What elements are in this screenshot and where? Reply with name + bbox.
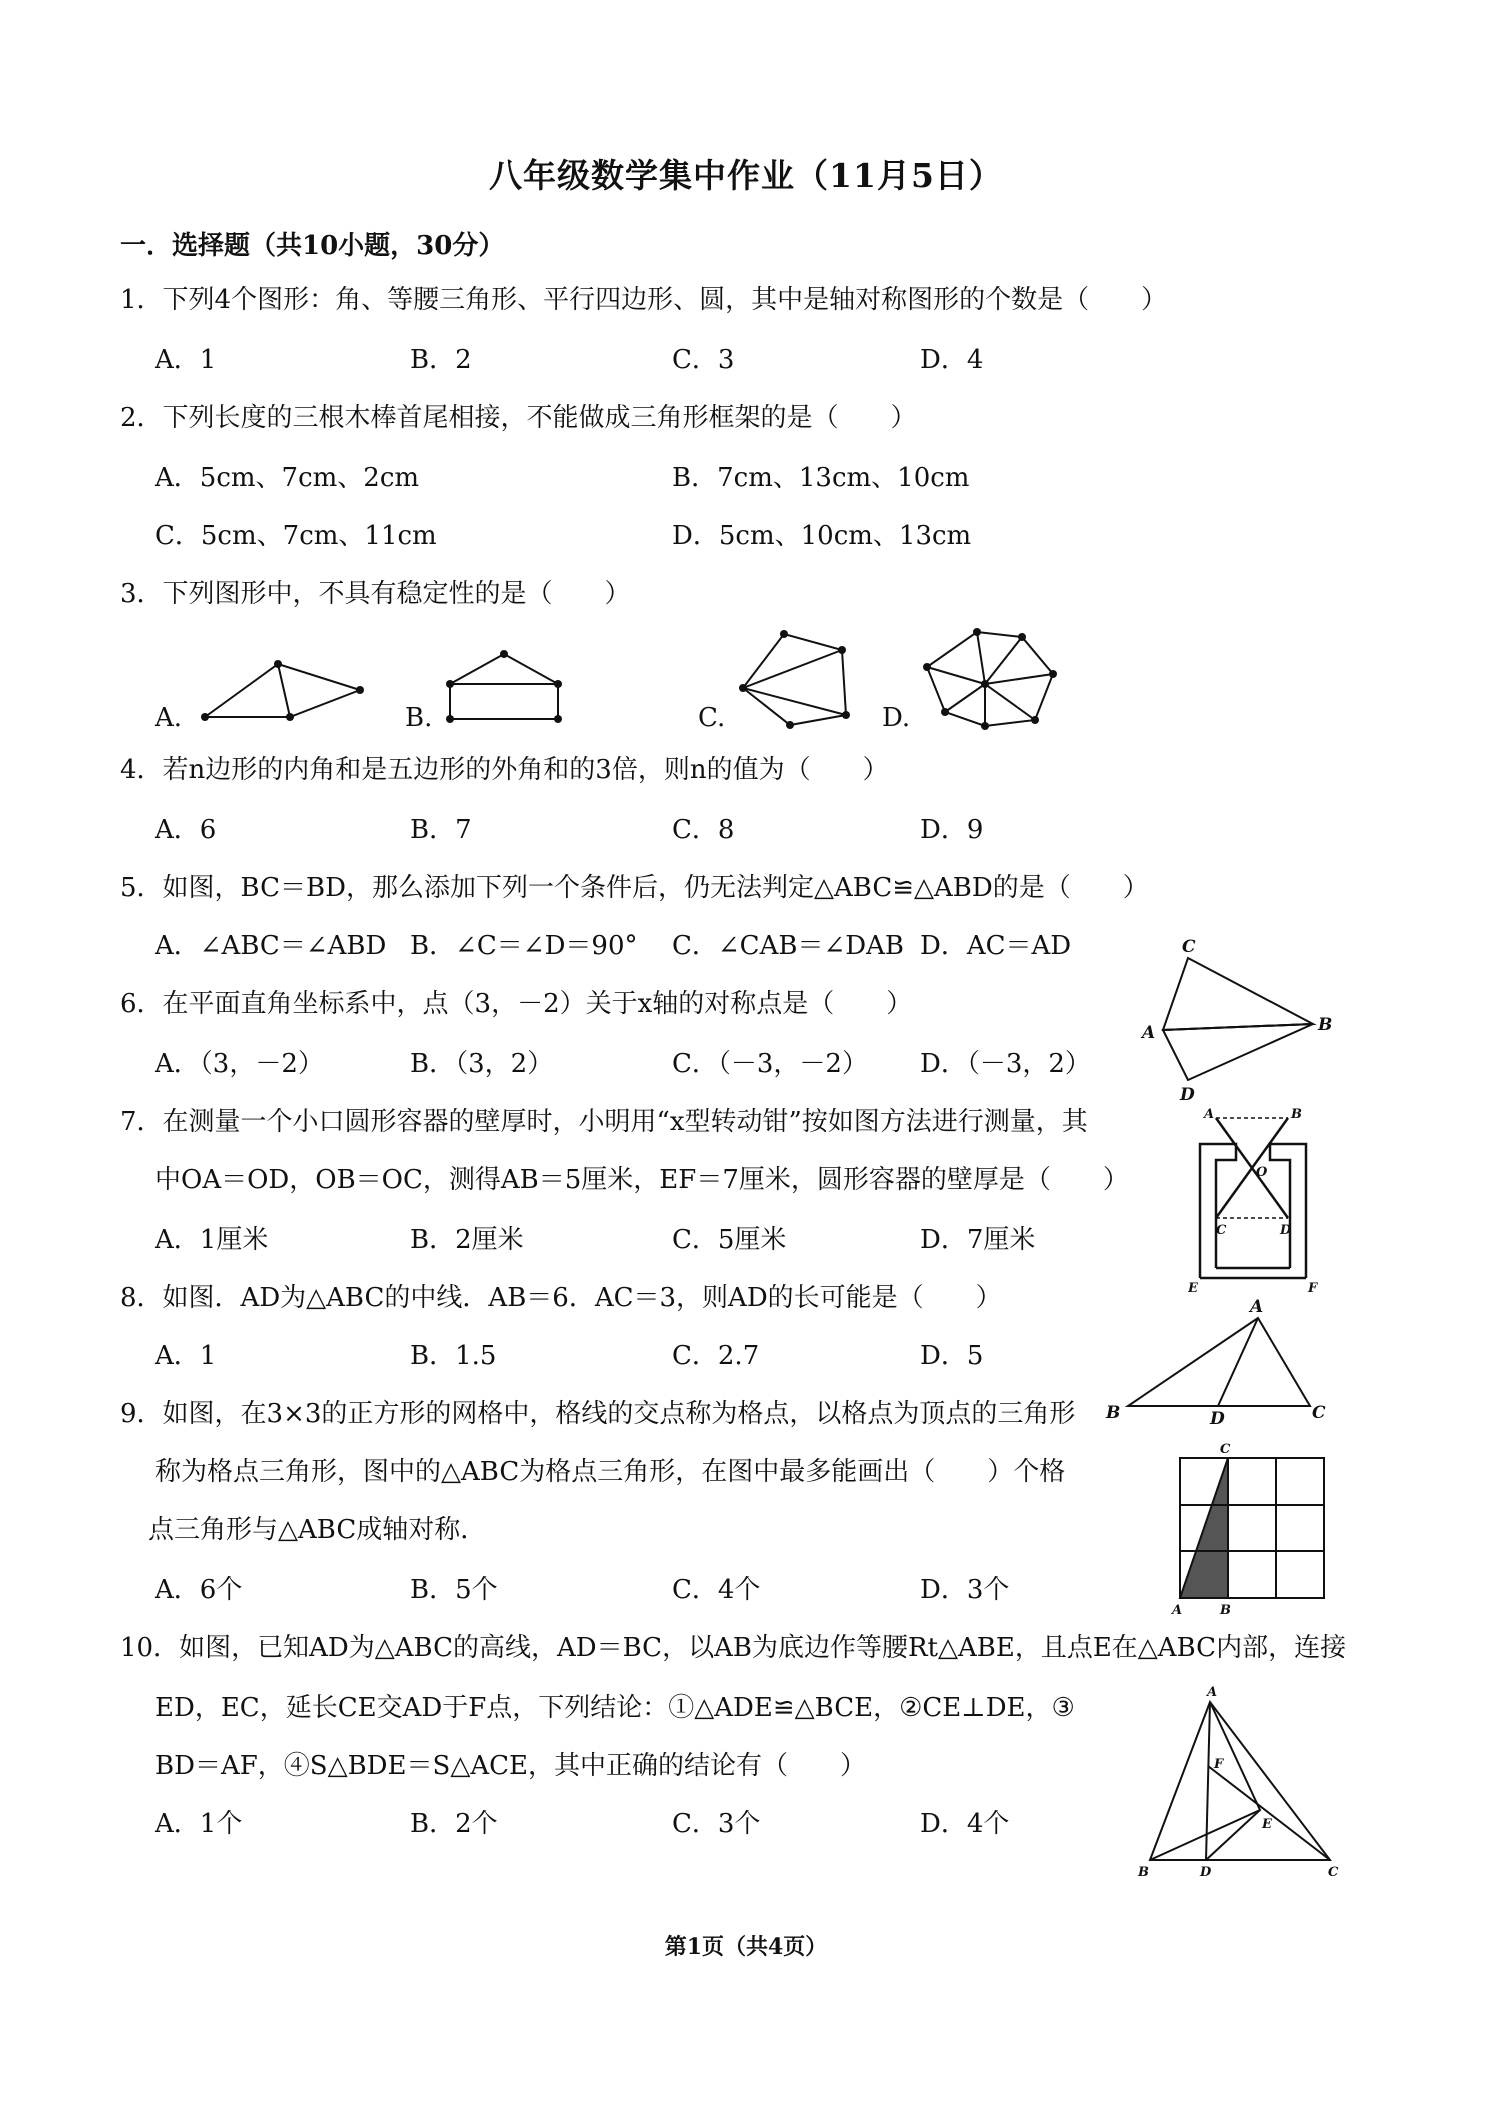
option: D．5 xyxy=(920,1341,984,1371)
question-stem: 中OA＝OD，OB＝OC，测得AB＝5厘米，EF＝7厘米，圆形容器的壁厚是（ ） xyxy=(155,1165,1129,1195)
label-a: A xyxy=(1142,1023,1156,1043)
option: A．1个 xyxy=(155,1809,243,1839)
option: A. xyxy=(155,703,183,733)
section-heading: 一．选择题（共10小题，30分） xyxy=(120,231,505,261)
label-a: A xyxy=(1250,1297,1264,1317)
page-footer: 第1页（共4页） xyxy=(664,1934,828,1960)
option: A．6个 xyxy=(155,1575,243,1605)
question-stem: 8．如图．AD为△ABC的中线．AB＝6．AC＝3，则AD的长可能是（ ） xyxy=(120,1283,1002,1313)
label-b: B xyxy=(1106,1403,1121,1423)
option: C．5cm、7cm、11cm xyxy=(155,521,437,551)
option: D．3个 xyxy=(920,1575,1010,1605)
label-c: C xyxy=(1328,1865,1339,1880)
option: D．4个 xyxy=(920,1809,1010,1839)
question-stem: 2．下列长度的三根木棒首尾相接，不能做成三角形框架的是（ ） xyxy=(120,403,917,433)
option: B．7cm、13cm、10cm xyxy=(672,463,970,493)
option: C. xyxy=(698,703,726,733)
question-stem: 称为格点三角形，图中的△ABC为格点三角形，在图中最多能画出（ ）个格 xyxy=(155,1457,1066,1487)
label-o: O xyxy=(1256,1165,1268,1180)
question-stem: 7．在测量一个小口圆形容器的壁厚时，小明用“x型转动钳”按如图方法进行测量，其 xyxy=(120,1107,1088,1137)
option: D．9 xyxy=(920,815,984,845)
label-b: B xyxy=(1138,1865,1149,1880)
label-b: B xyxy=(1291,1108,1302,1122)
label-c: C xyxy=(1216,1223,1227,1238)
option: B．2个 xyxy=(410,1809,498,1839)
figure-q8 xyxy=(1100,1296,1340,1426)
label-d: D xyxy=(1200,1865,1212,1880)
label-f: F xyxy=(1214,1757,1224,1772)
option: A．1 xyxy=(155,345,217,375)
figure-q10 xyxy=(1130,1680,1350,1880)
label-a: A xyxy=(1172,1603,1183,1618)
option: A．（3，－2） xyxy=(155,1049,324,1079)
label-d: D xyxy=(1280,1223,1292,1238)
question-stem: 10．如图，已知AD为△ABC的高线，AD＝BC，以AB为底边作等腰Rt△ABE，且点E在△ABC内部，连接 xyxy=(120,1633,1347,1663)
option: D．4 xyxy=(920,345,984,375)
label-c: C xyxy=(1312,1403,1326,1423)
label-e: E xyxy=(1262,1817,1272,1832)
option: D．7厘米 xyxy=(920,1225,1036,1255)
option: C．8 xyxy=(672,815,735,845)
question-stem: BD＝AF，④S△BDE＝S△ACE，其中正确的结论有（ ） xyxy=(155,1751,866,1781)
option: B．∠C＝∠D＝90° xyxy=(410,931,638,961)
page-title: 八年级数学集中作业（11月5日） xyxy=(489,156,1003,195)
option: B．（3，2） xyxy=(410,1049,554,1079)
option: C．3个 xyxy=(672,1809,761,1839)
option: D．5cm、10cm、13cm xyxy=(672,521,972,551)
label-e: E xyxy=(1188,1281,1198,1293)
figure-q3-a xyxy=(195,650,375,730)
figure-q3-d xyxy=(915,622,1065,732)
label-b: B xyxy=(1220,1603,1231,1618)
option: C．（－3，－2） xyxy=(672,1049,868,1079)
label-f: F xyxy=(1308,1281,1318,1293)
figure-q9 xyxy=(1160,1438,1330,1618)
option: C．3 xyxy=(672,345,735,375)
option: C．∠CAB＝∠DAB xyxy=(672,931,904,961)
label-a: A xyxy=(1207,1685,1218,1700)
question-stem: 点三角形与△ABC成轴对称． xyxy=(148,1515,487,1545)
label-d: D xyxy=(1210,1409,1225,1426)
label-c: C xyxy=(1220,1442,1231,1457)
question-stem: 6．在平面直角坐标系中，点（3，－2）关于x轴的对称点是（ ） xyxy=(120,989,913,1019)
question-stem: 3．下列图形中，不具有稳定性的是（ ） xyxy=(120,579,631,609)
option: A．1 xyxy=(155,1341,217,1371)
question-stem: 5．如图，BC＝BD，那么添加下列一个条件后，仍无法判定△ABC≌△ABD的是（ ） xyxy=(120,873,1149,903)
figure-q5 xyxy=(1128,938,1348,1108)
option: B．2厘米 xyxy=(410,1225,524,1255)
label-c: C xyxy=(1182,938,1196,957)
figure-q3-b xyxy=(440,648,570,728)
option: B. xyxy=(405,703,433,733)
option: A．5cm、7cm、2cm xyxy=(155,463,420,493)
label-d: D xyxy=(1180,1085,1195,1105)
option: A．∠ABC＝∠ABD xyxy=(155,931,387,961)
option: C．4个 xyxy=(672,1575,761,1605)
option: C．5厘米 xyxy=(672,1225,787,1255)
label-a: A xyxy=(1204,1108,1215,1122)
option: B．1.5 xyxy=(410,1341,497,1371)
option: D．（－3，2） xyxy=(920,1049,1091,1079)
question-stem: 9．如图，在3×3的正方形的网格中，格线的交点称为格点，以格点为顶点的三角形 xyxy=(120,1399,1076,1429)
option: C．2.7 xyxy=(672,1341,760,1371)
figure-q3-c xyxy=(728,622,878,732)
question-stem: 1．下列4个图形：角、等腰三角形、平行四边形、圆，其中是轴对称图形的个数是（ ） xyxy=(120,285,1168,315)
option: D. xyxy=(882,703,911,733)
option: D．AC＝AD xyxy=(920,931,1072,961)
option: A．6 xyxy=(155,815,217,845)
option: B．5个 xyxy=(410,1575,498,1605)
option: B．2 xyxy=(410,345,472,375)
question-stem: ED，EC，延长CE交AD于F点，下列结论：①△ADE≌△BCE，②CE⊥DE，③ xyxy=(155,1693,1075,1723)
figure-q7 xyxy=(1188,1108,1323,1293)
question-stem: 4．若n边形的内角和是五边形的外角和的3倍，则n的值为（ ） xyxy=(120,755,889,785)
option: B．7 xyxy=(410,815,472,845)
label-b: B xyxy=(1318,1015,1333,1035)
option: A．1厘米 xyxy=(155,1225,269,1255)
